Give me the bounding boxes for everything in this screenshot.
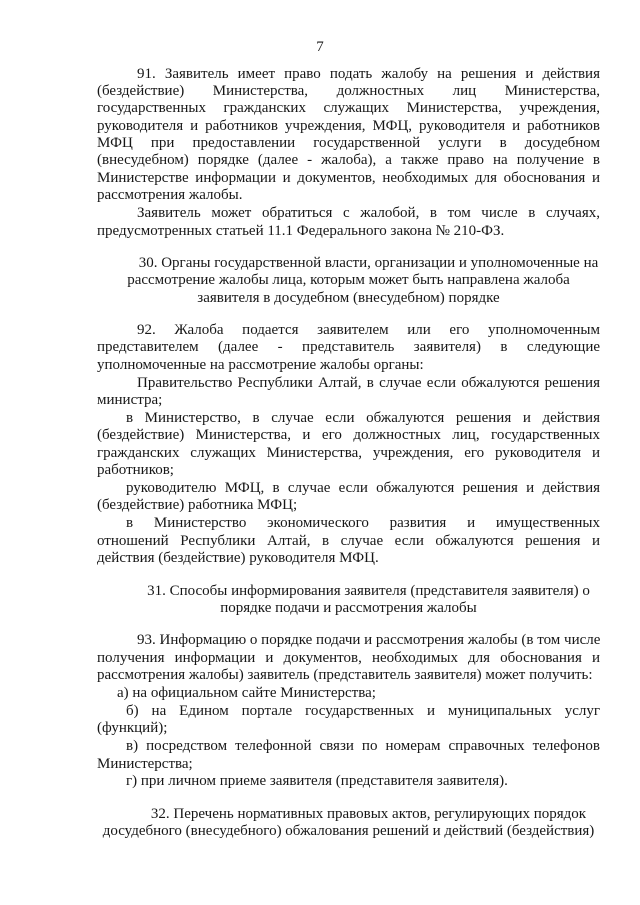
text-line: государственных гражданских служащих Министерства, учреждения, (97, 100, 600, 117)
paragraph-91-note (97, 205, 600, 240)
text-line: 91. Заявитель имеет право подать жалобу на решения и действия (137, 65, 600, 82)
heading-line: 32. Перечень нормативных правовых актов, регулирующих порядок (150, 805, 587, 822)
text-line: Министерстве информации и документов, необходимых для обоснования и (97, 169, 600, 186)
heading-line: порядке подачи и рассмотрения жалобы (220, 599, 477, 616)
text-line: а) на официальном сайте Министерства; (117, 685, 376, 701)
section-heading-32 (97, 806, 600, 841)
paragraph-93-item-c (97, 738, 600, 773)
text-line: (бездействие) Министерства, и его должностных лиц, государственных (97, 427, 600, 444)
text-line: гражданских служащих Министерства, учреждения, его руководителя и (97, 444, 600, 461)
text-line: действия (бездействие) руководителя МФЦ. (97, 550, 379, 567)
text-line: (функций); (97, 720, 168, 737)
heading-line: 30. Органы государственной власти, организации и уполномоченные на (138, 254, 599, 271)
text-line: работников; (97, 462, 174, 479)
paragraph-93-item-d (97, 773, 600, 790)
heading-line: заявителя в досудебном (внесудебном) порядке (197, 289, 500, 306)
text-line: г) при личном приеме заявителя (представителя заявителя). (126, 773, 508, 790)
text-line: министра; (97, 392, 163, 409)
text-line: представителем (далее - представитель заявителя) в следующие (97, 339, 600, 356)
heading-line: досудебного (внесудебного) обжалования решений и действий (бездействия) (102, 823, 595, 840)
section-heading-31 (97, 583, 600, 618)
text-line: рассмотрения жалобы. (97, 187, 243, 204)
paragraph-93 (97, 632, 600, 684)
paragraph-92-item-mfc-head (97, 480, 600, 515)
text-line: руководителя и работников учреждения, МФЦ, руководителя и работников (97, 117, 600, 134)
section-heading-30 (97, 255, 600, 307)
paragraph-92 (97, 322, 600, 374)
text-line: Министерства; (97, 755, 193, 772)
text-line: рассмотрения жалобы) заявитель (представитель заявителя) может получить: (97, 667, 593, 684)
text-line: в Министерство экономического развития и имущественных (126, 515, 600, 532)
text-line: предусмотренных статьей 11.1 Федерального закона № 210-ФЗ. (97, 222, 505, 239)
text-line: уполномоченные на рассмотрение жалобы органы: (97, 356, 424, 373)
paragraph-92-item-economy-ministry (97, 515, 600, 567)
paragraph-92-item-government (97, 375, 600, 410)
text-line: (бездействие) работника МФЦ; (97, 497, 298, 514)
text-line: 93. Информацию о порядке подачи и рассмотрения жалобы (в том числе (137, 632, 601, 649)
text-line: б) на Едином портале государственных и муниципальных услуг (126, 702, 600, 719)
text-line: получения информации и документов, необходимых для обоснования и (97, 649, 600, 666)
text-line: руководителю МФЦ, в случае если обжалуются решения и действия (126, 480, 600, 497)
page-number: 7 (316, 39, 324, 55)
paragraph-92-item-ministry (97, 410, 600, 480)
paragraph-93-item-b (97, 703, 600, 738)
heading-line: рассмотрение жалобы лица, которым может быть направлена жалоба (127, 272, 570, 289)
text-line: в) посредством телефонной связи по номерам справочных телефонов (126, 738, 600, 755)
paragraph-93-item-a (97, 685, 600, 702)
paragraph-91 (97, 66, 600, 205)
text-line: Заявитель может обратиться с жалобой, в том числе в случаях, (137, 205, 600, 222)
text-line: в Министерство, в случае если обжалуются решения и действия (126, 410, 600, 427)
heading-line: 31. Способы информирования заявителя (представителя заявителя) о (147, 582, 590, 599)
text-line: МФЦ при предоставлении государственной услуги в досудебном (97, 135, 600, 152)
text-line: (бездействие) Министерства, должностных лиц Министерства, (97, 82, 600, 99)
text-line: 92. Жалоба подается заявителем или его уполномоченным (137, 322, 600, 339)
text-line: Правительство Республики Алтай, в случае если обжалуются решения (137, 374, 600, 391)
text-line: (внесудебном) порядке (далее - жалоба), а также право на получение в (97, 152, 600, 169)
document-body (97, 65, 600, 856)
text-line: отношений Республики Алтай, в случае если обжалуются решения и (97, 532, 600, 549)
